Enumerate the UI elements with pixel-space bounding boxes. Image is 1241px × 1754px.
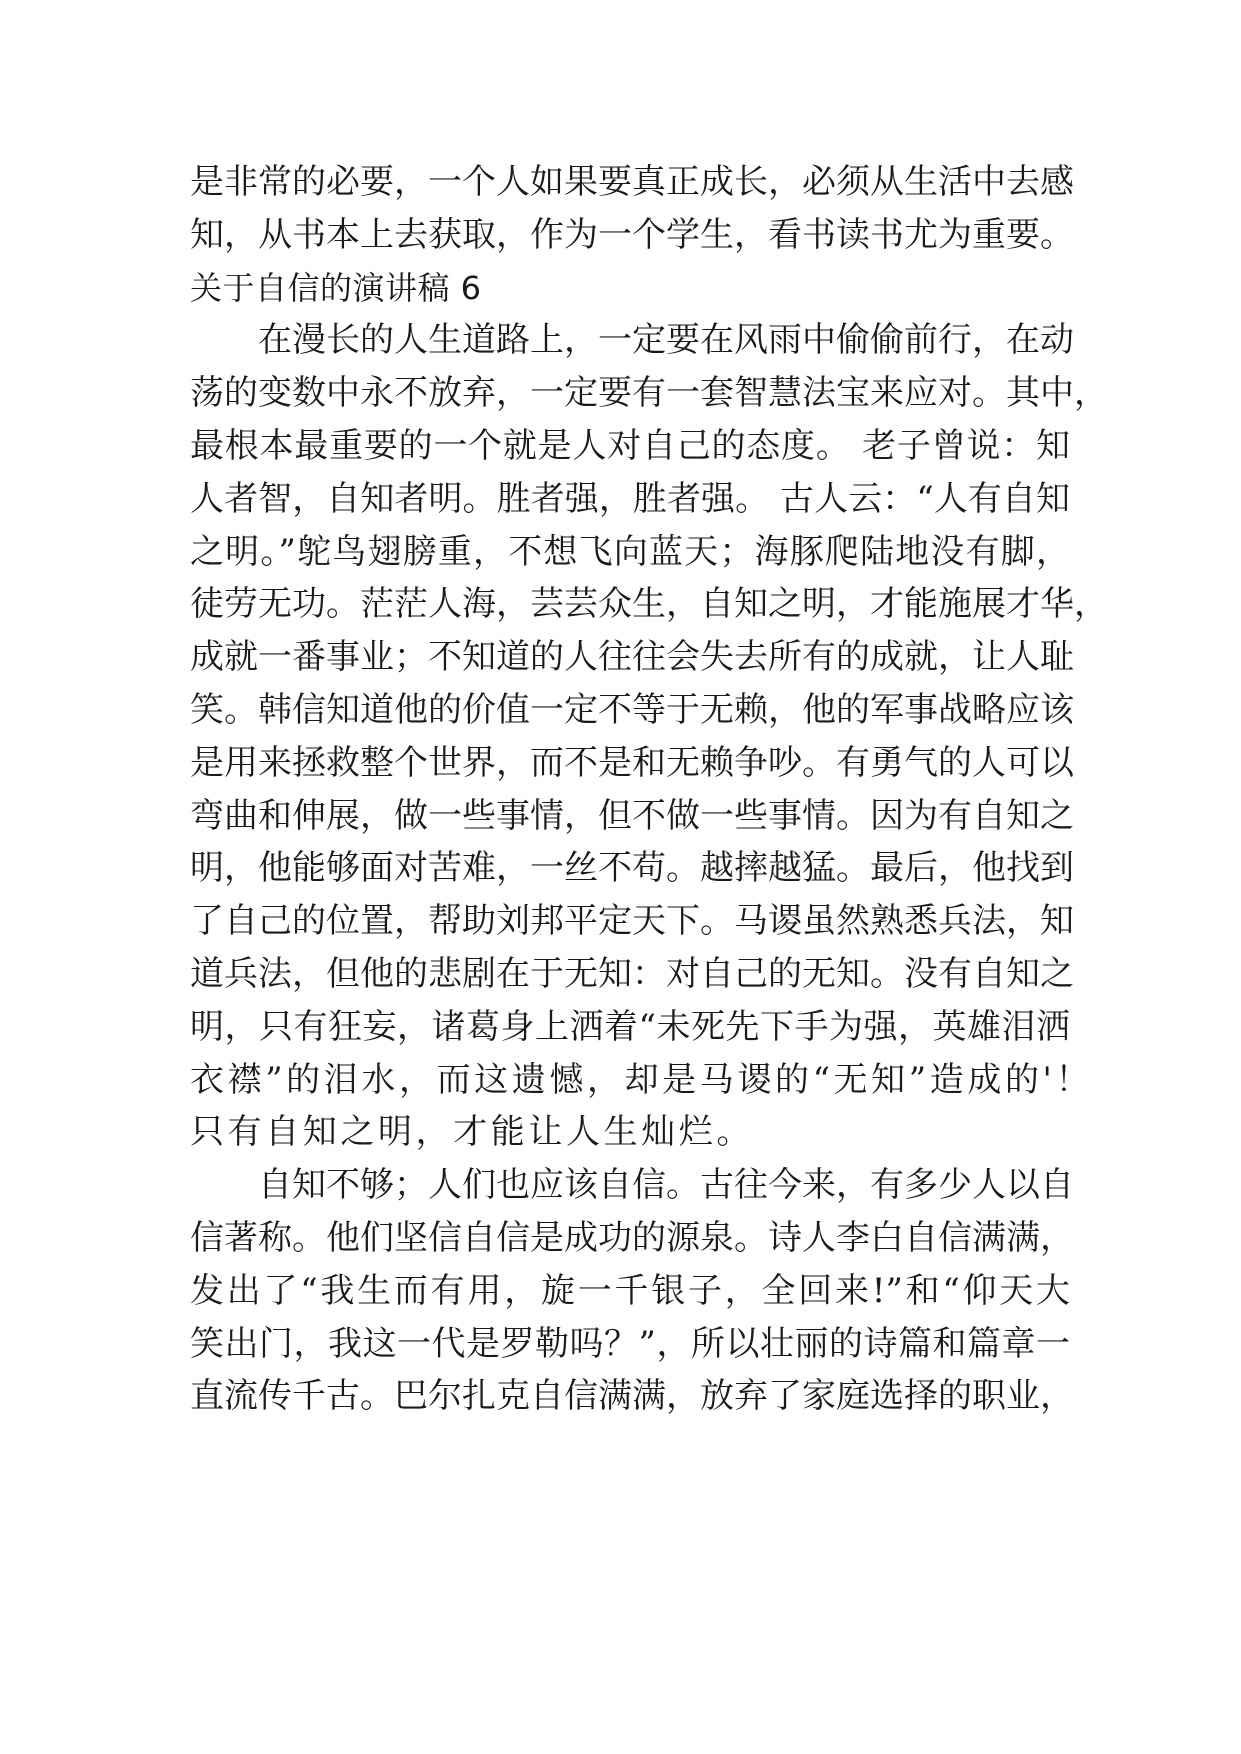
text-line: 笑出门，我这一代是罗勒吗？”，所以壮丽的诗篇和篇章一 [190, 1323, 1070, 1364]
paragraph-first-line: 自知不够；人们也应该自信。古往今来，有多少人以自 [258, 1165, 1074, 1206]
text-line: 了自己的位置，帮助刘邦平定天下。马谡虽然熟悉兵法，知 [190, 901, 1074, 942]
document-body [190, 156, 1108, 1423]
paragraph-last-line: 只有自知之明，才能让人生灿烂。 [190, 1112, 754, 1153]
text-line: 之明。”鸵鸟翅膀重，不想飞向蓝天；海豚爬陆地没有脚， [190, 531, 1070, 572]
text-line: 徒劳无功。茫茫人海，芸芸众生，自知之明，才能施展才华， [190, 584, 1108, 625]
text-line: 人者智，自知者明。胜者强，胜者强。 古人云：“人有自知 [190, 478, 1070, 519]
text-line: 最根本最重要的一个就是人对自己的态度。 老子曾说：知 [190, 425, 1070, 466]
text-line: 衣襟”的泪水，而这遗憾，却是马谡的“无知”造成的'！ [190, 1059, 1094, 1100]
text-line: 知，从书本上去获取，作为一个学生，看书读书尤为重要。 [190, 214, 1074, 255]
text-line: 信著称。他们坚信自信是成功的源泉。诗人李白自信满满， [190, 1217, 1074, 1258]
text-line: 发出了“我生而有用，旋一千银子，全回来!”和“仰天大 [190, 1270, 1070, 1311]
text-line: 成就一番事业；不知道的人往往会失去所有的成就，让人耻 [190, 637, 1074, 678]
text-line: 道兵法，但他的悲剧在于无知：对自己的无知。没有自知之 [190, 953, 1074, 994]
text-line: 笑。韩信知道他的价值一定不等于无赖，他的军事战略应该 [190, 689, 1074, 730]
text-line: 是非常的必要，一个人如果要真正成长，必须从生活中去感 [190, 162, 1074, 202]
paragraph-first-line: 在漫长的人生道路上，一定要在风雨中偷偷前行，在动 [258, 320, 1074, 361]
text-line: 明，他能够面对苦难，一丝不苟。越摔越猛。最后，他找到 [190, 848, 1074, 889]
text-line: 明，只有狂妄，诸葛身上洒着“未死先下手为强，英雄泪洒 [190, 1006, 1070, 1047]
text-line: 直流传千古。巴尔扎克自信满满，放弃了家庭选择的职业， [190, 1376, 1074, 1417]
text-line: 弯曲和伸展，做一些事情，但不做一些事情。因为有自知之 [190, 795, 1074, 836]
text-line: 荡的变数中永不放弃，一定要有一套智慧法宝来应对。其中， [190, 373, 1108, 414]
text-line: 是用来拯救整个世界，而不是和无赖争吵。有勇气的人可以 [190, 742, 1074, 783]
section-heading: 关于自信的演讲稿 6 [190, 268, 482, 307]
